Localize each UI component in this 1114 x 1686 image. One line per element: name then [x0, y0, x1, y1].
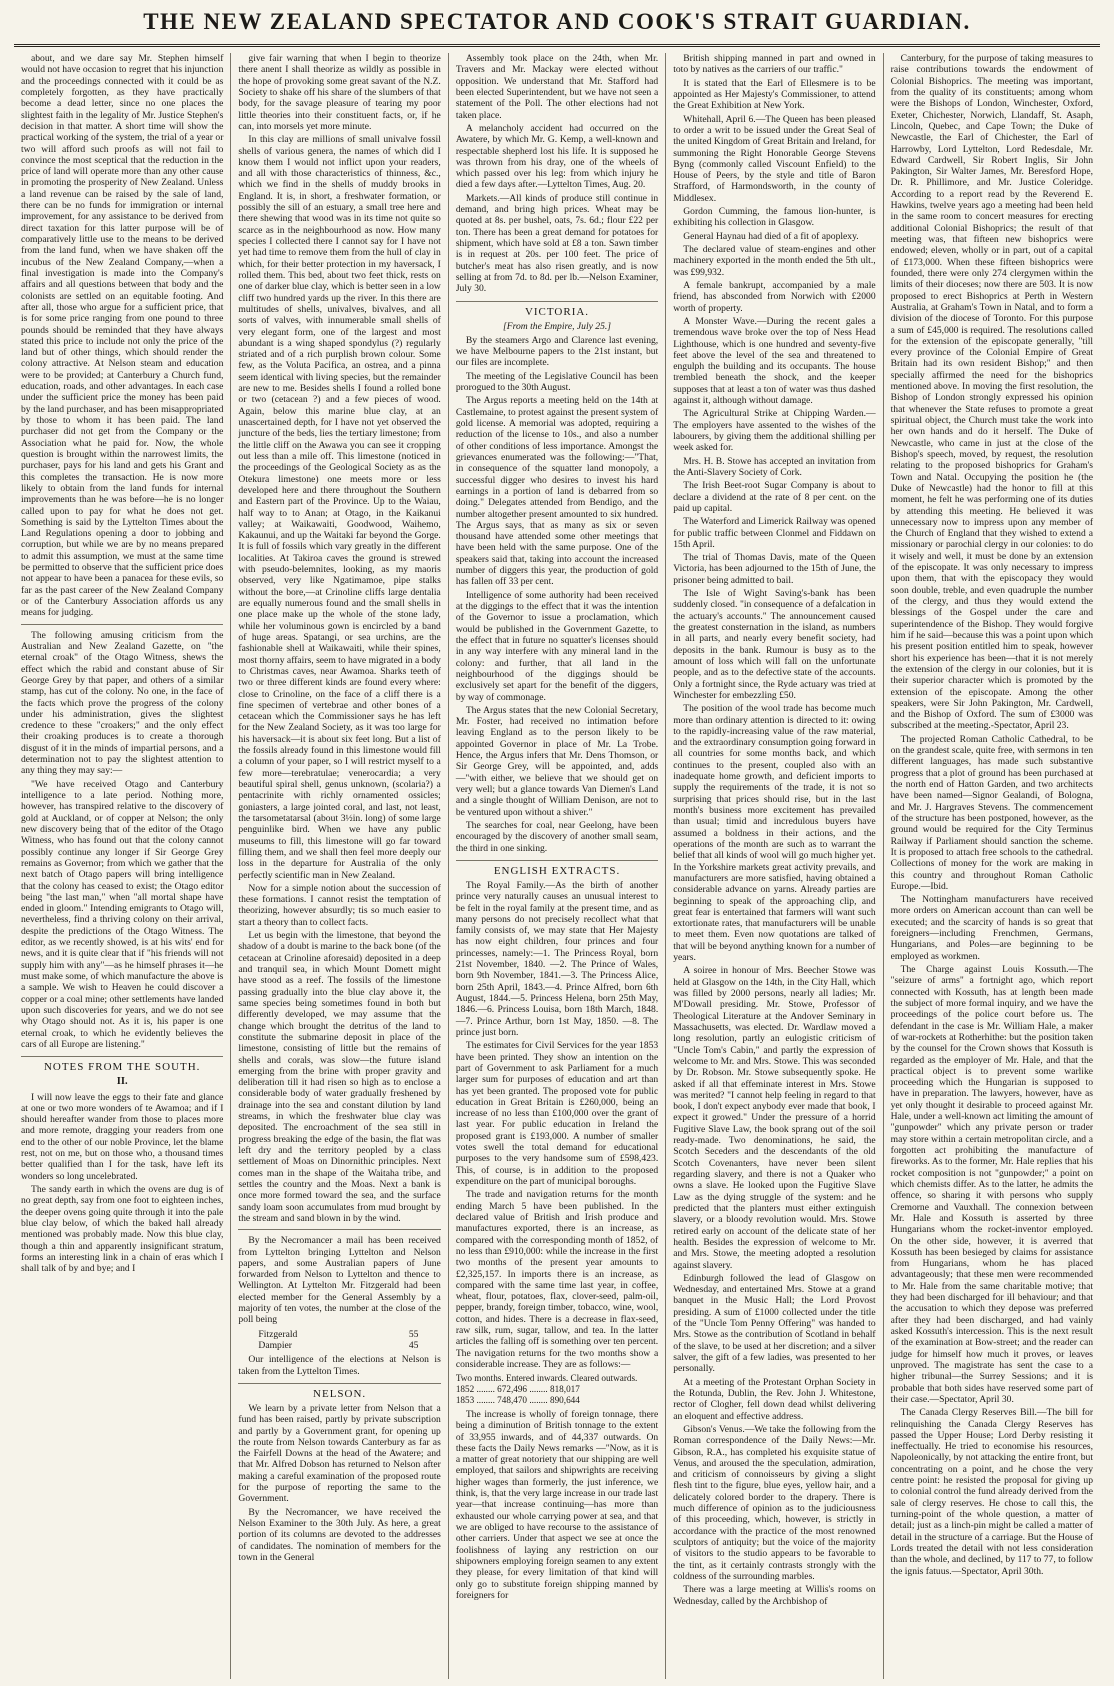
paragraph: Gordon Cumming, the famous lion-hunter, is exhibiting his collection in Glasgow. — [673, 206, 876, 229]
paragraph: The increase is wholly of foreign tonnage, there being a diminution of British tonnage to the extent of 33,955 inwards, and of 44,337 outwards. On these facts the Daily News remarks —"Now, as it is a matter of great notoriety that our shipping are well employed, that sailors and shipwrights are receiving higher wages than formerly, the just inference, we think, is, that the very large increase in our trade last year—that increase continuing—has more than exhausted our whole carrying power at sea, and that we are obliged to have recourse to the assistance of other carriers. Under that aspect we see at once the foolishness of laying any restriction on our shipowners employing foreign seamen to any extent they please, for every limitation of that kind will only go to substitute foreign shipping manned by foreigners for — [455, 1408, 659, 1601]
paragraph: about, and we dare say Mr. Stephen himself would not have occasion to regret that his injunction and the proceedings connected with it could be as completely forgotten, as they have practically become a dead letter, since no one places the slightest faith in the legality of Mr. Justice Stephen's decision in that matter. A short time will show the practical working of the system, the trial of a year or two will afford such proofs as will not fail to convince the most sceptical that the reduction in the price of land will operate more than any other cause in promoting the prosperity of New Zealand. Unless a land revenue can be raised by the sale of land, there can be no funds for immigration or internal improvement, for any assistance to be derived from direct taxation for this latter purpose will be of comparatively little use to the means to be derived from the land fund, when we have shaken off the incubus of the New Zealand Company,—when a final investigation is made into the Company's affairs and all questions between that body and the colonists are settled on an equitable footing. And after all, those who argue for a sufficient price, that is for some price ranging from one pound to three pounds should be reminded that they have always stated this price to include not only the price of the land but of other things, which should render the colony attractive. At Nelson steam and education were to be provided; at Canterbury a Church fund, education, roads, and other advantages. In each case under the sufficient price the money has been paid by the land purchaser, and has been misappropriated by those to whom it has been paid. The land purchaser did not get from the Company or the Association what he paid for. Now, the whole question is brought within the narrowest limits, the purchaser, pays for his land and gets his Grant and this completes the transaction. He is now more likely to obtain from the land funds for internal improvements than he was before—he is no longer called upon to pay for what he does not get. Something is said by the Lyttelton Times about the Land Regulations opening a door to jobbing and corruption, but while we are by no means prepared to admit this assumption, we must at the same time be permitted to observe that the sufficient price does not appear to have been a panacea for these evils, so far as the past career of the New Zealand Company or of the Canterbury Association affords us any means for judging. — [21, 53, 224, 619]
paragraph: Assembly took place on the 24th, when Mr. Travers and Mr. Mackay were elected without opposition. We understand that Mr. Stafford had been elected Superintendent, but we have not seen a statement of the Poll. The other elections had not taken place. — [455, 53, 659, 121]
column-3 — [449, 53, 666, 1679]
paragraph: The projected Roman Catholic Cathedral, to be on the grandest scale, quite free, with sermons in ten different languages, has made such substantive progress that a plot of ground has been purchased at the north end of Hatton Garden, and two architects have been named—Signor Gealandi, of Bologna, and Mr. J. Hargraves Stevens. The commencement of the structure has been postponed, however, as the ground would be required for the City Terminus Railway if Parliament should sanction the scheme. It is proposed to attach free schools to the cathedral. Collections of money for the work are making in this country and throughout Roman Catholic Europe.—Ibid. — [890, 733, 1094, 892]
paragraph: The Agricultural Strike at Chipping Warden.—The employers have assented to the wishes of the labourers, by giving them the additional shilling per week asked for. — [673, 408, 876, 454]
poll-row — [258, 1340, 418, 1351]
paragraph: Gibson's Venus.—We take the following from the Roman correspondence of the Daily News:—Mr. Gibson, R.A., has completed his exquisite statue of Venus, and aroused the the speculation, admiration, and criticism of connoisseurs by giving a slight flesh tint to the figure, blue eyes, yellow hair, and a delicately colored border to the drapery. There is much difference of opinion as to the judiciousness of this proceeding, which, however, is strictly in accordance with the practice of the most renowned sculptors of antiquity; but the voice of the majority of visitors to the studio appears to be favorable to the tint, as it certainly contrasts strongly with the coldness of the surrounding marbles. — [673, 1423, 876, 1582]
paragraph: There was a large meeting at Willis's rooms on Wednesday, called by the Archbishop of — [673, 1584, 876, 1607]
paragraph: The Argus reports a meeting held on the 14th at Castlemaine, to protest against the present system of gold license. A memorial was adopted, requiring a reduction of the license to 10s., and also a number of other conditions of less importance. Amongst the grievances enumerated was the following:—"That, in consequence of the squatter land monopoly, a successful digger who desires to invest his hard earnings in a portion of land is debarred from so doing." Delegates attended from Bendigo, and the number altogether present amounted to six hundred. The Argus says, that as many as six or seven thousand have attended some other meetings that have been held with the same purpose. One of the speakers said that, taking into account the increased number of diggers this year, the production of gold has fallen off 33 per cent. — [455, 395, 659, 588]
paragraph: "We have received Otago and Canterbury intelligence to a late period. Nothing more, however, has transpired relative to the discovery of gold at Auckland, or of copper at Nelson; the only new discovery being that of the editor of the Otago Witness, who has found out that the colony cannot possibly continue any longer if Sir George Grey remains as Governor; from which we gather that the next batch of Otago papers will bring intelligence that the colony has ceased to exist; the Otago editor being "the last man," when "all mortal shape have ended in gloom." Intending emigrants to Otago will, nevertheless, find a thriving colony on their arrival, despite the predictions of the Otago Witness. The editor, as we recently showed, is at his wits' end for news, and it is quite clear that if "his friends will not supply him with any"—as he himself phrases it—he must make some, of which manufacture the above is a sample. We wish to Heaven he could discover a copper or a coal mine; other settlements have landed upon such discoveries for years, and we do not see why Otago should not. As it is, his paper is one eternal croak, to which he evidently believes the cars of all Europe are listening." — [21, 778, 224, 1050]
paragraph: Our intelligence of the elections at Nelson is taken from the Lyttelton Times. — [238, 1354, 441, 1377]
paragraph: The Royal Family.—As the birth of another prince very naturally causes an unusual interest to be felt in the royal family at the present time, and as many persons do not precisely recollect what that family consists of, we may state that Her Majesty has now eight children, four princes and four princesses, namely:—1. The Princess Royal, born 21st November, 1840. —2. The Prince of Wales, born 9th November, 1841.—3. The Princess Alice, born 25th April, 1843.—4. Prince Alfred, born 6th August, 1844.—5. Princess Helena, born 25th May, 1846.—6. Princess Louisa, born 18th March, 1848.—7. Prince Arthur, born 1st May, 1850. —8. The prince just born. — [455, 879, 659, 1038]
table-row: 1852 ........ 672,496 ........ 818,017 — [455, 1384, 580, 1395]
paragraph: The Charge against Louis Kossuth.—The "seizure of arms" a fortnight ago, which report connected with Kossuth, has at length been made the subject of more formal inquiry, and we have the proceedings of the police court before us. The defendant in the case is Mr. William Hale, a maker of war-rockets at Rotherhithe: but the position taken by the counsel for the Crown shows that Kossuth is regarded as the employer of Mr. Hale, and that the practical object is to prevent some warlike proceeding which the Hungarian is supposed to have in preparation. The lawyers, however, have as yet only thought it desirable to proceed against Mr. Hale, under a well-known act limiting the amount of "gunpowder" which any private person or trader may store within a certain metropolitan circle, and a forgotten act prohibiting the manufacture of fireworks. As to the former, Mr. Hale replies that his rocket composition is not "gunpowder;" a point on which chemists differ. As to the latter, he admits the offence, so sharing it with persons who supply Cremorne and Vauxhall. The connexion between Mr. Hale and Kossuth is asserted by three Hungarians whom the rocket-inventor employed. On the other side, however, it is averred that Kossuth has been besieged by claims for assistance from Hungarians, whom he has placed advantageously; that these men were recommended to Mr. Hale from the same charitable motive; that they had been discharged for ill behaviour; and that the accusation to which they depose was preferred after they had been discharged, and had vainly asked Kossuth's intercession. This is the next result of the examination at Bow-street; and the reader can judge for himself how much it proves, or leaves unproved. The magistrate has sent the case to a higher tribunal—the Surrey Sessions; and it is probable that both sides have reserved some part of their case.—Spectator, April 30. — [890, 964, 1094, 1405]
poll-row — [258, 1329, 418, 1340]
vote-count: 55 — [408, 1328, 419, 1340]
source-note: [From the Empire, July 25.] — [503, 320, 612, 332]
section-heading: NOTES FROM THE SOUTH. — [21, 1056, 223, 1074]
candidate-name: Fitzgerald — [258, 1328, 298, 1340]
divider — [238, 1229, 440, 1230]
section-subheading: II. — [116, 1076, 128, 1088]
paragraph: By the steamers Argo and Clarence last evening, we have Melbourne papers to the 21st instant, but our files are incomplete. — [455, 334, 659, 369]
section-heading: ENGLISH EXTRACTS. — [456, 860, 658, 878]
paragraph: The Waterford and Limerick Railway was opened for public traffic between Clonmel and Fiddawn on 15th April. — [673, 516, 876, 550]
paragraph: The Nottingham manufacturers have received more orders on American account than can well be executed; and the scarcity of hands is so great that foreigners—including Frenchmen, Germans, Hungarians, and Poles—are beginning to be employed as workmen. — [890, 894, 1094, 962]
paragraph: It is stated that the Earl of Ellesmere is to be appointed as Her Majesty's Commissioner, to attend the Great Exhibition at New York. — [673, 77, 876, 112]
paragraph: We learn by a private letter from Nelson that a fund has been raised, partly by private subscription and partly by a Government grant, for opening up the route from Nelson towards Canterbury as far as the Fairfell Downs at the head of the Awatere; and that Mr. Alfred Dobson has returned to Nelson after making a careful examination of the proposed route for the purpose of reporting the same to the Government. — [238, 1402, 441, 1505]
paragraph: The meeting of the Legislative Council has been prorogued to the 30th August. — [455, 370, 659, 394]
paragraph: give fair warning that when I begin to theorize there anent I shall theorize as wildly as possible in the hope of provoking some great savant of the N.Z. Society to shake off his share of the slumbers of that body, for the savage pleasure of tearing my poor little theories into their constituent facts, or, if he can, into morsels yet more minute. — [238, 53, 441, 132]
paragraph: The Canada Clergy Reserves Bill.—The bill for relinquishing the Canada Clergy Reserves has passed the Upper House; Lord Derby resisting it ineffectually. He tried to economise his resources, Napoleonically, by not attacking the entire front, but concentrating on a point, and he chose the very centre point: he resisted the proposal for giving up to colonial control the fund already derived from the sale of clergy reserves. He chose to call this, the turning-point of the whole question, a matter of detail; just as a linch-pin might be called a matter of detail in the structure of a carriage. But the House of Lords treated the detail with not less consideration than the whole, and declined, by 117 to 77, to follow the ignis fatuus.—Spectator, April 30th. — [890, 1407, 1094, 1577]
paragraph: The declared value of steam-engines and other machinery exported in the month ended the 5th ult., was £99,932. — [673, 244, 876, 278]
column-1 — [14, 53, 231, 1679]
paragraph: British shipping manned in part and owned in toto by natives as the carriers of our traffic." — [673, 53, 876, 76]
paragraph: A soiree in honour of Mrs. Beecher Stowe was held at Glasgow on the 14th, in the City Hall, which was filled by 2000 persons, nearly all ladies; Mr. M'Dowall presiding. Mr. Stowe, Professor of Theological Literature at the Andover Seminary in Massachusetts, was elected. Dr. Wardlaw moved a long resolution, partly an eulogistic criticism of "Uncle Tom's Cabin," and partly the expression of welcome to Mr. and Mrs. Stowe. This was seconded by Dr. Robson. Mr. Stowe subsequently spoke. He asked if all that effeminate interest in Mrs. Stowe was merited? "I cannot help feeling in regard to that book, I don't expect anybody ever made that book, I expect it growed." Under the pressure of a horrid Fugitive Slave Law, the book sprang out of the soil ready-made. Two denominations, he said, the Scotch Seceders and the descendants of the old Scotch Covenanters, have never been silent regarding slavery, and there is not a Quaker who owns a slave. He looked upon the Fugitive Slave Law as the dying struggle of the system: and he predicted that the planters must either extinguish slavery, or a bloody revolution would. Mrs. Stowe retired early on account of the delicate state of her health. Besides the expression of welcome to Mr. and Mrs. Stowe, the meeting adopted a resolution against slavery. — [673, 965, 876, 1271]
paragraph: Now for a simple notion about the succession of these formations. I cannot resist the temptation of theorizing, however absurdly; tis so much easier to start a theory than to collect facts. — [238, 882, 441, 928]
paragraph: The following amusing criticism from the Australian and New Zealand Gazette, on "the eternal croak" of the Otago Witness, shews the effect which the rabid and constant abuse of Sir George Grey by that paper, and others of a similar stamp, has cut of the colony. No one, in the face of the facts which prove the progress of the colony under his administration, gives the slightest credence to these "croakers;" and the only effect their croaking produces is to create a thorough disgust of it in the minds of impartial persons, and a determination not to pay the slightest attention to any thing they may say:— — [21, 629, 224, 777]
navigation-table — [456, 1373, 658, 1406]
table-header: Two months. Entered inwards. Cleared outwards. — [455, 1373, 638, 1384]
vote-count: 45 — [408, 1340, 419, 1351]
divider — [21, 624, 223, 625]
paragraph: Whitehall, April 6.—The Queen has been pleased to order a writ to be issued under the Great Seal of the united Kingdom of Great Britain and Ireland, for summoning the Right Honorable George Stevens Byng (commonly called Viscount Enfield) to the House of Peers, by the style and title of Baron Strafford, of Harmondsworth, in the county of Middlesex. — [673, 113, 876, 204]
paragraph: I will now leave the eggs to their fate and glance at one or two more wonders of te Awamoa; and if I should hereafter wander from those to places more and more remote, dragging your readers from one end to the other of our noble Province, let the blame rest, not on me, but on those who, a thousand times better qualified than I for the task, have left its wonders so long uncelebrated. — [21, 1091, 224, 1182]
newspaper-title: THE NEW ZEALAND SPECTATOR AND COOK'S STRAIT GUARDIAN. — [143, 9, 971, 34]
paragraph: The sandy earth in which the ovens are dug is of no great depth, say from one foot to eighteen inches, the deeper ovens going quite through it into the pale blue clay below, of which the baked hall already mentioned was probably made. Now this blue clay, though a thin and apparently insignificant stratum, forms an interesting link in a chain of eras which I shall talk of by and bye; and I — [21, 1184, 224, 1275]
section-heading: NELSON. — [238, 1383, 440, 1401]
paragraph: The searches for coal, near Geelong, have been encouraged by the discovery of another small seam, the third in one sinking. — [455, 819, 659, 854]
paragraph: General Haynau had died of a fit of apoplexy. — [683, 230, 859, 242]
paragraph: Markets.—All kinds of produce still continue in demand, and bring high prices. Wheat may be quoted at 8s. per bushel, oats, 7s. 6d.; flour £22 per ton. There has been a great demand for potatoes for shipment, which have sold at £8 a ton. Sawn timber is in request at 20s. per 100 feet. The price of butcher's meat has also risen greatly, and is now selling at from 7d. to 8d. per lb.—Nelson Examiner, July 30. — [455, 192, 659, 295]
paragraph: The trial of Thomas Davis, mate of the Queen Victoria, has been adjourned to the 15th of June, the prisoner being admitted to bail. — [673, 552, 876, 586]
paragraph: By the Necromancer, we have received the Nelson Examiner to the 30th July. As here, a great portion of its columns are devoted to the addresses of candidates. The nomination of members for the town in the General — [238, 1506, 441, 1563]
candidate-name: Dampier — [258, 1340, 292, 1351]
paragraph: In this clay are millions of small univalve fossil shells of various genera, the names of which did I know them I would not inflict upon your readers, and all with those characteristics of thinness, &c., which we find in the shells of muddy brooks in England. It is, in short, a freshwater formation, or possibly the sill of an estuary, a small tree here and there shewing that wood was in its time not quite so scarce as in the neighbourhood as now. How many species I collected there I cannot say for I have not yet had time to remove them from the hull of clay in which, for their better protection in my haversack, I rolled them. This bed, about two feet thick, rests on one of darker blue clay, which is better seen in a low cliff two hundred yards up the river. In this there are multitudes of shells, univalves, bivalves, and all sorts of valves, with innumerable small shells of very elegant form, one of the largest and most abundant is a wing shaped spondylus (?) regularly striated and of a rich purplish brown colour. Some few, as the Voluta Pacifica, an ostrea, and a pinna seem identical with living species, but the remainder are new to me. Besides shells I found a rolled bone or two (cetacean ?) and a few pieces of wood. Again, below this marine blue clay, at an unascertained depth, for I have not yet observed the juncture of the beds, lies the tertiary limestone; from the little cliff on the Awawa you can see it cropping out less than a mile off. This limestone (noticed in the proceedings of the Geological Society as as the Otekura limestone) one meets more or less developed here and there throughout the Southern and Eastern part of the Province. Up to the Waiau, half way to to Anan; at Otago, in the Kaikanui valley; at Waikawaiti, Goodwood, Waihemo, Kakaunui, and up the Waitaki far beyond the Gorge. It is full of fossils which vary greatly in the different localities. At Takiroa caves the ground is strewed with pseudo-belemnites, looking, as my maoris observed, very like Ngatimamoe, pipe stalks without the bore,—at Crinoline cliffs large dentalia are equally numerous found and the small shells in one place make up the whole of the stone lady, while her voluminous gown is encircled by a band of huge areas. Spatangi, or sea urchins, are the fashionable shell at Waikawaiti, while their spines, most thorny affairs, seem to have migrated in a body to Christmas caves, near Awamoa. Sharks teeth of two or three different kinds are found every where: close to Crinoline, on the face of a cliff there is a fine specimen of vertebrae and other bones of a cetacean which the Commissioner says he has left for the New Zealand Society, as it was too large for his haversack—it is about six feet long. But a list of the fossils already found in this limestone would fill a column of your paper, so I will restrict myself to a few more—terebratulae; venerocardia; a very beautiful spiral shell, genus unknown, (scolaria?) a pentacrinite with richly ornamented ossicles; goniasters, a large jointed coral, and last, not least, the tarsometatarsal (about 3½in. long) of some large penguinlike bird. When we have any public museums to fill, this limestone will go far toward filling them, and we shall then feel more deeply our loss in the departure for Australia of the only perfectly scientific man in New Zealand. — [238, 134, 441, 881]
paragraph: The Argus states that the new Colonial Secretary, Mr. Foster, had received no intimation before leaving England as to the person likely to be appointed Governor in place of Mr. La Trobe. Hence, the Argus infers that Mr. Dens Thomson, or Sir George Grey, will be appointed, and, adds—"with either, we believe that we should get on very well; but a glance towards Van Diemen's Land and a single thought of William Denison, are not to be ventured upon without a shiver." — [455, 704, 659, 818]
paragraph: Mrs. H. B. Stowe has accepted an invitation from the Anti-Slavery Society of Cork. — [673, 455, 876, 478]
paragraph: Let us begin with the limestone, that beyond the shadow of a doubt is marine to the back bone (of the cetacean at Crinoline aforesaid) deposited in a deep and tranquil sea, in which Mount Domett might have stood as a reef. The fossils of the limestone passing gradually into the blue clay above it, the same species being sometimes found in both but differently developed, we may assume that the change which brought the detritus of the land to constitute the submarine deposit in place of the limestone, consisting of little but the remains of shells and corals, was slow—the future island emerging from the brine with proper gravity and deliberation till it had risen so high as to enclose a considerable body of water gradually freshened by drainage into the sea and constant dilution by land streams, in which the freshwater blue clay was deposited. The encroachment of the sea still in progress breaking the edge of the basin, the flat was left dry and the territory peopled by a class settlement of Moas on Dinornithic principles. Next comes man in the shape of the Waitaha tribe, and settles the country and the Moas. Next a bank is once more formed toward the sea, and the surface sandy loam soon accumulates from mud brought by the stream and sand blown in by the wind. — [238, 930, 441, 1224]
paragraph: The Irish Beet-root Sugar Company is about to declare a dividend at the rate of 8 per cent. on the paid up capital. — [673, 480, 876, 514]
paragraph: A female bankrupt, accompanied by a male friend, has absconded from Norwich with £2000 worth of property. — [673, 279, 876, 314]
paragraph: The Isle of Wight Saving's-bank has been suddenly closed. "in consequence of a defalcation in the actuary's accounts." The announcement caused the greatest consternation in the island, as numbers in all parts, and nearly every benefit society, had deposits in the bank. Rumour is busy as to the amount of loss which will fall on the unfortunate people, and as to the defective state of the accounts. Only a fortnight since, the Ryde actuary was tried at Winchester for embezzling £50. — [673, 588, 876, 701]
masthead — [14, 0, 1100, 47]
paragraph: A Monster Wave.—During the recent gales a tremendous wave broke over the top of Ness Head Lighthouse, which is one hundred and seventy-five feet above the level of the sea and threatened to engulph the building and its occupants. The house trembled beneath the shock, and the keeper supposes that at least a ton of water was thus dashed against it, although without damage. — [673, 315, 876, 407]
table-row: 1853 ........ 748,470 ........ 890,644 — [455, 1395, 580, 1406]
columns — [14, 53, 1100, 1679]
column-4 — [666, 53, 883, 1679]
paragraph: The trade and navigation returns for the month ending March 5 have been published. In the declared value of British and Irish produce and manufactures exported, there is an increase, as compared with the corresponding month of 1852, of no less than £910,000: while the increase in the first two months of the present year amounts to £2,325,157. In imports there is an increase, as compared with the same time last year, in coffee, wheat, flour, potatoes, flax, clover-seed, palm-oil, pepper, brandy, foreign timber, tobacco, wine, wool, cotton, and hides. There is a decrease in flax-seed, raw silk, rum, sugar, tallow, and tea. In the latter articles the falling off is something over ten percent. The navigation returns for the two months show a considerable increase. They are as follows:— — [455, 1189, 659, 1370]
paragraph: By the Necromancer a mail has been received from Lyttelton bringing Lyttelton and Nelson papers, and some Australian papers of June forwarded from Nelson to Lyttelton and thence to Wellington. At Lyttelton Mr. Fitzgerald had been elected member for the General Assembly by a majority of ten votes, the number at the close of the poll being — [238, 1235, 441, 1326]
paragraph: Intelligence of some authority had been received at the diggings to the effect that it was the intention of the Governor to issue a proclamation, which would be published in the Government Gazette, to the effect that in future no squatter's licenses should in any way interfere with any mineral land in the colony: and further, that all land in the neighbourhood of the diggings should be exclusively set apart for the benefit of the diggers, by way of commonage. — [455, 589, 659, 703]
paragraph: The position of the wool trade has become much more than ordinary attention is directed to it: owing to the rapidly-increasing value of the raw material, and the extraordinary consumption going forward in all countries for some months back, and which continues to the present, coupled also with an inadequate home growth, and deficient imports to supply the requirements of the trade, it is not so surprising that prices should rise, but in the last month's business more excitement has prevailed than usual; timid and incredulous buyers have assumed a boldness in their actions, and the operations of the month are such as to warrant the belief that all kinds of wool will go much higher yet. In the Yorkshire markets great activity prevails, and manufacturers are more satisfied, having obtained a considerable advance on yarns. Already parties are beginning to speak of the approaching clip, and great fear is entertained that farmers will want such extortionate rates, that manufacturers will be unable to meet them. Even now quotations are talked of that will be beyond anything known for a number of years. — [673, 703, 876, 964]
poll-results — [258, 1329, 440, 1352]
paragraph: Canterbury, for the purpose of taking measures to raise contributions towards the endowment of Colonial Bishoprics. The meeting was important, from the quality of its constituents; among whom were the Bishops of London, Winchester, Oxford, Exeter, Chichester, Norwich, Llandaff, St. Asaph, Lincoln, Quebec, and Cape Town; the Duke of Newcastle, the Earl of Chichester, the Earl of Harrowby, Lord Lyttelton, Lord Redesdale, Mr. Edward Cardwell, Sir Robert Inglis, Sir John Pakington, Sir Walter James, Mr. Beresford Hope, Dr. R. Phillimore, and Mr. Justice Coleridge. According to a report read by the Reverend E. Hawkins, twelve years ago a meeting had been held in the same room to concert measures for erecting additional Colonial Bishoprics; the result of that meeting was, that fifteen new bishoprics were endowed; eleven, wholly or in part, out of a capital of £173,000. When these fifteen bishoprics were founded, there were only 274 clergymen within the limits of their dioceses; now there are 503. It is now proposed to erect Bishoprics at Perth in Western Australia, at Graham's Town in Natal, and to form a division of the diocese of Toronto. For this purpose a sum of £45,000 is required. The resolutions called for the extension of the episcopate generally, "till every province of the Colonial Empire of Great Britain had its own resident Bishop;" and then specially affirmed the need for the bishoprics mentioned above. In moving the first resolution, the Bishop of London strongly expressed his opinion that whenever the State refuses to promote a great spiritual object, the Church must take the work into her own hands and do it herself. The Duke of Newcastle, who came in just at the close of the Bishop's speech, moved, by request, the resolution relating to the proposed bishoprics for Graham's Town and Natal. Occupying the position he (the Duke of Newcastle) had the honor to fill at this moment, he felt he was performing one of its duties by attending this meeting. He believed it was unnecessary now to impress upon any member of the Church of England that they wished to extend a missionary or parochial clergy in our colonies: to do it wisely and well, it must be done by an extension of the episcopate. It was only necessary to impress upon them, that with the episcopacy they would soon double, treble, and even quadruple the number of the clergy, and thus they would extend the blessings of the Gospel under the care and superintendence of the Bishop. They would forgive him if he said—because this was a point upon which his present position entitled him to speak, however short his experience has been—that it is not merely the extension of the clergy in our colonies, but it is their superior character which is promoted by the extension of the episcopate. Among the other speakers, were Sir John Pakington, Mr. Cardwell, and the Bishop of Oxford. The sum of £3000 was subscribed at the meeting.-Spectator, April 23. — [890, 53, 1094, 732]
column-2 — [231, 53, 448, 1679]
column-5 — [884, 53, 1100, 1679]
paragraph: Edinburgh followed the lead of Glasgow on Wednesday, and entertained Mrs. Stowe at a grand banquet in the Music Hall; the Lord Provost presiding. A sum of £1000 collected under the title of the "Uncle Tom Penny Offering" was handed to Mrs. Stowe as the contribution of Scotland in behalf of the slave, to be used at her discretion; and a silver salver, the gift of a few ladies, was presented to her personally. — [673, 1272, 876, 1375]
paragraph: At a meeting of the Protestant Orphan Society in the Rotunda, Dublin, the Rev. John J. Whitestone, rector of Clogher, fell down dead whilst delivering an eloquent and effective address. — [673, 1376, 876, 1422]
section-heading: VICTORIA. — [456, 301, 658, 319]
paragraph: A melancholy accident had occurred on the Awatere, by which Mr. G. Kemp, a well-known and respectable shepherd lost his life. It is supposed he was thrown from his dray, one of the wheels of which passed over his leg: from which injury he died a few days after.—Lyttelton Times, Aug. 20. — [455, 122, 659, 191]
paragraph: The estimates for Civil Services for the year 1853 have been printed. They show an intention on the part of Government to ask Parliament for a much larger sum for purposes of education and art than has yet been granted. The proposed vote for public education in Great Britain is £260,000, being an increase of no less than £100,000 over the grant of last year. For public education in Ireland the proposed grant is £193,000. A number of smaller votes swell the total demand for educational purposes to the very handsome sum of £598,423. This, of course, is in addition to the proposed expenditure on the part of municipal boroughs. — [455, 1040, 659, 1187]
